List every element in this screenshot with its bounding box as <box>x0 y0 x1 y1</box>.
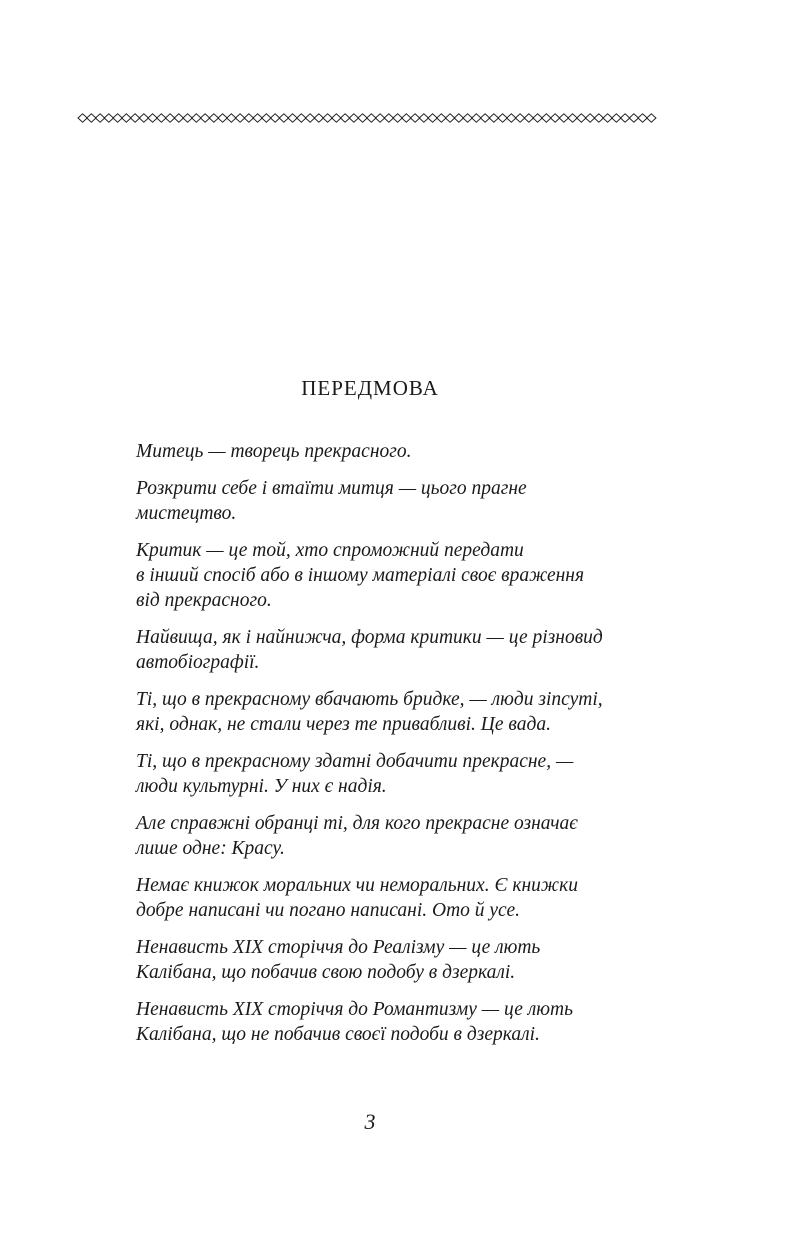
diamond-mark <box>218 114 227 122</box>
diamond-mark <box>586 114 595 122</box>
diamond-mark <box>174 114 183 122</box>
diamond-mark <box>498 114 507 122</box>
aphorism <box>136 625 656 675</box>
diamond-mark <box>411 114 420 122</box>
aphorism <box>136 811 656 861</box>
diamond-mark <box>349 114 358 122</box>
diamond-mark <box>332 114 341 122</box>
aphorism-line: лише одне: Красу. <box>136 838 285 859</box>
diamond-mark <box>96 114 105 122</box>
aphorism <box>136 997 656 1047</box>
diamond-mark <box>393 114 402 122</box>
aphorism <box>136 749 656 799</box>
diamond-mark <box>244 114 253 122</box>
diamond-mark <box>131 114 140 122</box>
aphorism <box>136 439 656 464</box>
diamond-mark <box>122 114 131 122</box>
diamond-mark <box>577 114 586 122</box>
aphorism-line: Ті, що в прекрасному здатні добачити прекрасне, — <box>136 751 574 772</box>
diamond-mark <box>533 114 542 122</box>
diamond-mark <box>402 114 411 122</box>
diamond-mark <box>647 114 656 122</box>
diamond-mark <box>306 114 315 122</box>
diamond-mark <box>516 114 525 122</box>
diamond-mark <box>629 114 638 122</box>
aphorism-line: мистецтво. <box>136 503 237 524</box>
diamond-mark <box>376 114 385 122</box>
diamond-mark <box>341 114 350 122</box>
diamond-mark <box>323 114 332 122</box>
diamond-mark <box>227 114 236 122</box>
diamond-mark <box>236 114 245 122</box>
aphorism <box>136 873 656 923</box>
aphorism <box>136 687 656 737</box>
diamond-mark <box>139 114 148 122</box>
aphorism-line: Калібана, що не побачив своєї подоби в дзеркалі. <box>136 1024 540 1045</box>
aphorism-line: в інший спосіб або в іншому матеріалі своє враження <box>136 565 585 586</box>
diamond-mark <box>87 114 96 122</box>
diamond-mark <box>148 114 157 122</box>
aphorism-line: Ті, що в прекрасному вбачають бридке, — люди зіпсуті, <box>136 689 603 710</box>
diamond-mark <box>551 114 560 122</box>
diamond-mark <box>314 114 323 122</box>
aphorism-line: Калібана, що побачив свою подобу в дзеркалі. <box>136 962 516 983</box>
diamond-mark <box>78 114 87 122</box>
aphorism-line: Ненависть XIX сторіччя до Романтизму — це лють <box>136 999 573 1020</box>
diamond-mark <box>104 114 113 122</box>
aphorism-line: які, однак, не стали через те привабливі. Це вада. <box>136 714 551 735</box>
diamond-mark <box>192 114 201 122</box>
diamond-mark <box>271 114 280 122</box>
diamond-mark <box>428 114 437 122</box>
aphorism-line: автобіографії. <box>136 652 260 673</box>
aphorism-line: добре написані чи погано написані. Ото й усе. <box>136 900 520 921</box>
diamond-mark <box>288 114 297 122</box>
diamond-mark <box>297 114 306 122</box>
aphorism <box>136 476 656 526</box>
aphorism-line: Найвища, як і найнижча, форма критики — це різновид <box>136 627 603 648</box>
diamond-mark <box>612 114 621 122</box>
aphorism <box>136 935 656 985</box>
diamond-mark <box>603 114 612 122</box>
diamond-mark <box>542 114 551 122</box>
diamond-mark <box>358 114 367 122</box>
diamond-mark <box>489 114 498 122</box>
diamond-mark <box>463 114 472 122</box>
diamond-mark <box>183 114 192 122</box>
diamond-mark <box>446 114 455 122</box>
diamond-mark <box>621 114 630 122</box>
diamond-mark <box>166 114 175 122</box>
diamond-mark <box>419 114 428 122</box>
diamond-mark <box>384 114 393 122</box>
diamond-mark <box>454 114 463 122</box>
aphorism-line: від прекрасного. <box>136 590 272 611</box>
diamond-mark <box>209 114 218 122</box>
aphorism-line: Розкрити себе і втаїти митця — цього прагне <box>136 478 527 499</box>
diamond-mark <box>157 114 166 122</box>
diamond-mark <box>472 114 481 122</box>
page-title: ПЕРЕДМОВА <box>301 376 439 400</box>
aphorism-line: Але справжні обранці ті, для кого прекрасне означає <box>136 813 578 834</box>
diamond-mark <box>568 114 577 122</box>
diamond-mark <box>253 114 262 122</box>
diamond-mark <box>367 114 376 122</box>
diamond-mark <box>594 114 603 122</box>
page-number: 3 <box>364 1109 376 1134</box>
diamond-mark <box>524 114 533 122</box>
diamond-chain-ornament-icon <box>77 111 663 125</box>
aphorism-line: Критик — це той, хто спроможний передати <box>136 540 524 561</box>
diamond-mark <box>113 114 122 122</box>
diamond-mark <box>638 114 647 122</box>
aphorism-list <box>136 439 656 1059</box>
aphorism-line: Митець — творець прекрасного. <box>136 441 412 462</box>
aphorism-line: Немає книжок моральних чи неморальних. Є книжки <box>136 875 578 896</box>
aphorism-line: люди культурні. У них є надія. <box>136 776 387 797</box>
diamond-mark <box>559 114 568 122</box>
diamond-mark <box>481 114 490 122</box>
diamond-mark <box>507 114 516 122</box>
diamond-mark <box>201 114 210 122</box>
diamond-mark <box>279 114 288 122</box>
diamond-mark <box>262 114 271 122</box>
aphorism-line: Ненависть XIX сторіччя до Реалізму — це лють <box>136 937 541 958</box>
diamond-mark <box>437 114 446 122</box>
aphorism <box>136 538 656 613</box>
